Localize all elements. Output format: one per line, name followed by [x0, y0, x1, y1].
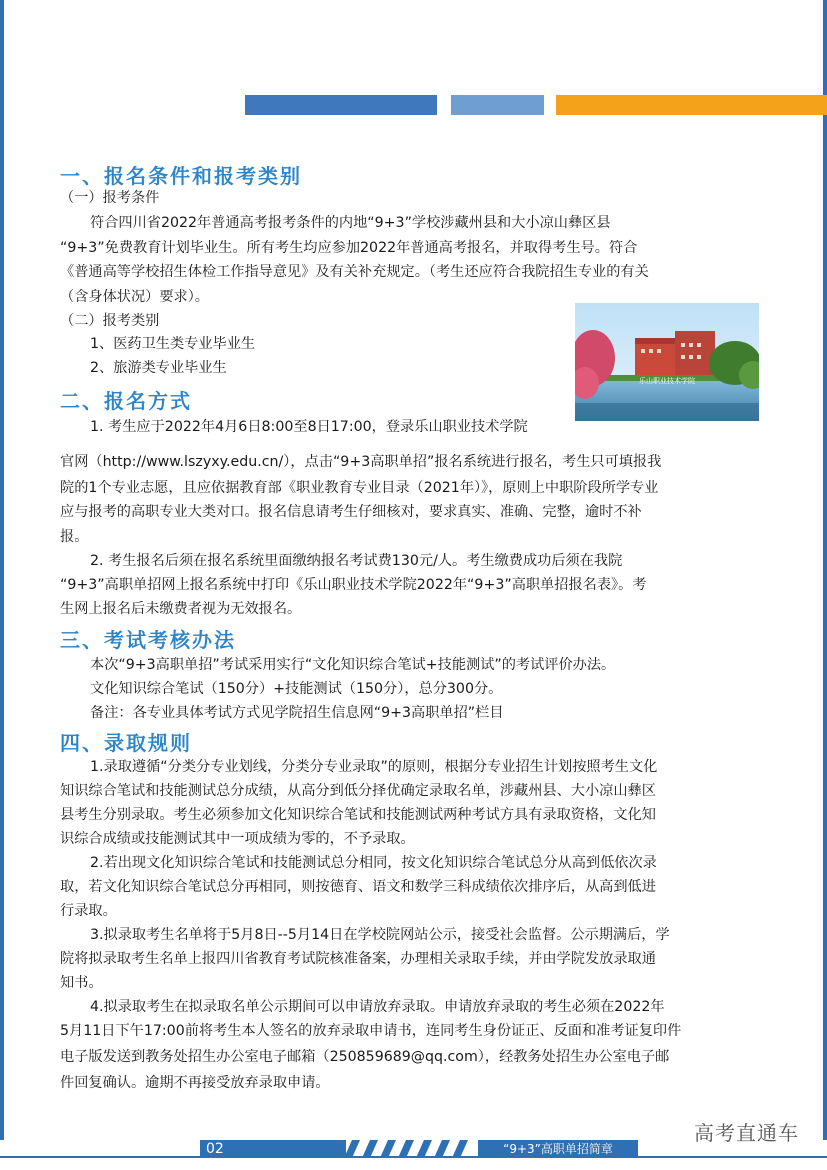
- section-4-para-line: 4.拟录取考生在拟录取名单公示期间可以申请放弃录取。申请放弃录取的考生必须在2022年: [90, 999, 665, 1015]
- section-2-para-line: 2. 考生报名后须在报名系统里面缴纳报名考试费130元/人。考生缴费成功后须在我院: [90, 553, 623, 569]
- section-2-para-line: 报。: [60, 529, 89, 545]
- header-bar-orange: [556, 95, 827, 115]
- footer-stripes: [340, 1140, 490, 1158]
- section-2-para-line: 官网（http://www.lszyxy.edu.cn/），点击“9+3高职单招”报名系统进行报名，考生只可填报我: [60, 454, 662, 470]
- section-2-para-line: 院的1个专业志愿，且应依据教育部《职业教育专业目录（2021年）》，原则上中职阶段所学专业: [60, 480, 659, 496]
- section-2-heading: 二、报名方式: [60, 389, 192, 413]
- section-4-para-line: 电子版发送到教务处招生办公室电子邮箱（250859689@qq.com），经教务处招生办公室电子邮: [60, 1049, 670, 1065]
- section-2-para-line: “9+3”高职单招网上报名系统中打印《乐山职业技术学院2022年“9+3”高职单招报名表》。考: [60, 577, 647, 593]
- section-4-para-line: 5月11日下午17:00前将考生本人签名的放弃录取申请书，连同考生身份证正、反面和准考证复印件: [60, 1023, 682, 1039]
- section-1-para-line: （含身体状况）要求）。: [60, 289, 209, 305]
- campus-photo: [575, 303, 759, 421]
- section-4-para-line: 3.拟录取考生名单将于5月8日--5月14日在学校院网站公示，接受社会监督。公示期满后，学: [90, 927, 670, 943]
- section-4-para-line: 院将拟录取考生名单上报四川省教育考试院核准备案，办理相关录取手续，并由学院发放录取通: [60, 951, 656, 967]
- section-2-para-line: 生网上报名后未缴费者视为无效报名。: [60, 601, 302, 617]
- footer-title: “9+3”高职单招简章: [478, 1140, 638, 1158]
- section-1-sub-2: （二）报考类别: [60, 313, 160, 329]
- section-1-para-line: 符合四川省2022年普通高考报考条件的内地“9+3”学校涉藏州县和大小凉山彝区县: [90, 215, 611, 231]
- header-bar-light-blue: [451, 95, 544, 115]
- header-bar-dark-blue: [245, 95, 437, 115]
- section-4-para-line: 取，若文化知识综合笔试总分再相同，则按德育、语文和数学三科成绩依次排序后，从高到低进: [60, 879, 656, 895]
- section-4-para-line: 县考生分别录取。考生必须参加文化知识综合笔试和技能测试两种考试方具有录取资格，文化知: [60, 807, 656, 823]
- section-4-para-line: 件回复确认。逾期不再接受放弃录取申请。: [60, 1075, 330, 1091]
- left-frame-border: [0, 0, 4, 1140]
- section-3-para-3: 备注：各专业具体考试方式见学院招生信息网“9+3高职单招”栏目: [90, 705, 504, 721]
- section-1-item-1: 1、医药卫生类专业毕业生: [90, 336, 256, 352]
- section-1-heading: 一、报名条件和报考类别: [60, 164, 302, 188]
- section-1-item-2: 2、旅游类专业毕业生: [90, 360, 227, 376]
- section-3-heading: 三、考试考核办法: [60, 628, 236, 652]
- watermark-text: 高考直通车: [694, 1121, 799, 1145]
- section-3-para-1: 本次“9+3高职单招”考试采用实行“文化知识综合笔试+技能测试”的考试评价办法。: [90, 657, 616, 673]
- section-4-heading: 四、录取规则: [60, 731, 192, 755]
- section-4-para-line: 知书。: [60, 975, 103, 991]
- section-1-sub-1: （一）报考条件: [60, 190, 160, 206]
- section-1-para-line: 《普通高等学校招生体检工作指导意见》及有关补充规定。（考生还应符合我院招生专业的有关: [60, 264, 649, 280]
- section-4-para-line: 知识综合笔试和技能测试总分成绩，从高分到低分择优确定录取名单，涉藏州县、大小凉山彝区: [60, 783, 656, 799]
- section-4-para-line: 行录取。: [60, 903, 117, 919]
- section-4-para-line: 1.录取遵循“分类分专业划线，分类分专业录取”的原则，根据分专业招生计划按照考生文化: [90, 759, 658, 775]
- section-3-para-2: 文化知识综合笔试（150分）+技能测试（150分），总分300分。: [90, 681, 503, 697]
- right-frame-border: [823, 0, 827, 1140]
- section-1-para-line: “9+3”免费教育计划毕业生。所有考生均应参加2022年普通高考报名，并取得考生号。符合: [60, 240, 638, 256]
- section-2-para-line: 应与报考的高职专业大类对口。报名信息请考生仔细核对，要求真实、准确、完整，逾时不补: [60, 504, 642, 520]
- photo-caption: 乐山职业技术学院: [639, 378, 695, 385]
- section-4-para-line: 识综合成绩或技能测试其中一项成绩为零的，不予录取。: [60, 831, 415, 847]
- page-number: 02: [200, 1140, 346, 1158]
- section-4-para-line: 2.若出现文化知识综合笔试和技能测试总分相同，按文化知识综合笔试总分从高到低依次录: [90, 855, 657, 871]
- section-2-para-line: 1. 考生应于2022年4月6日8:00至8日17:00，登录乐山职业技术学院: [90, 419, 528, 435]
